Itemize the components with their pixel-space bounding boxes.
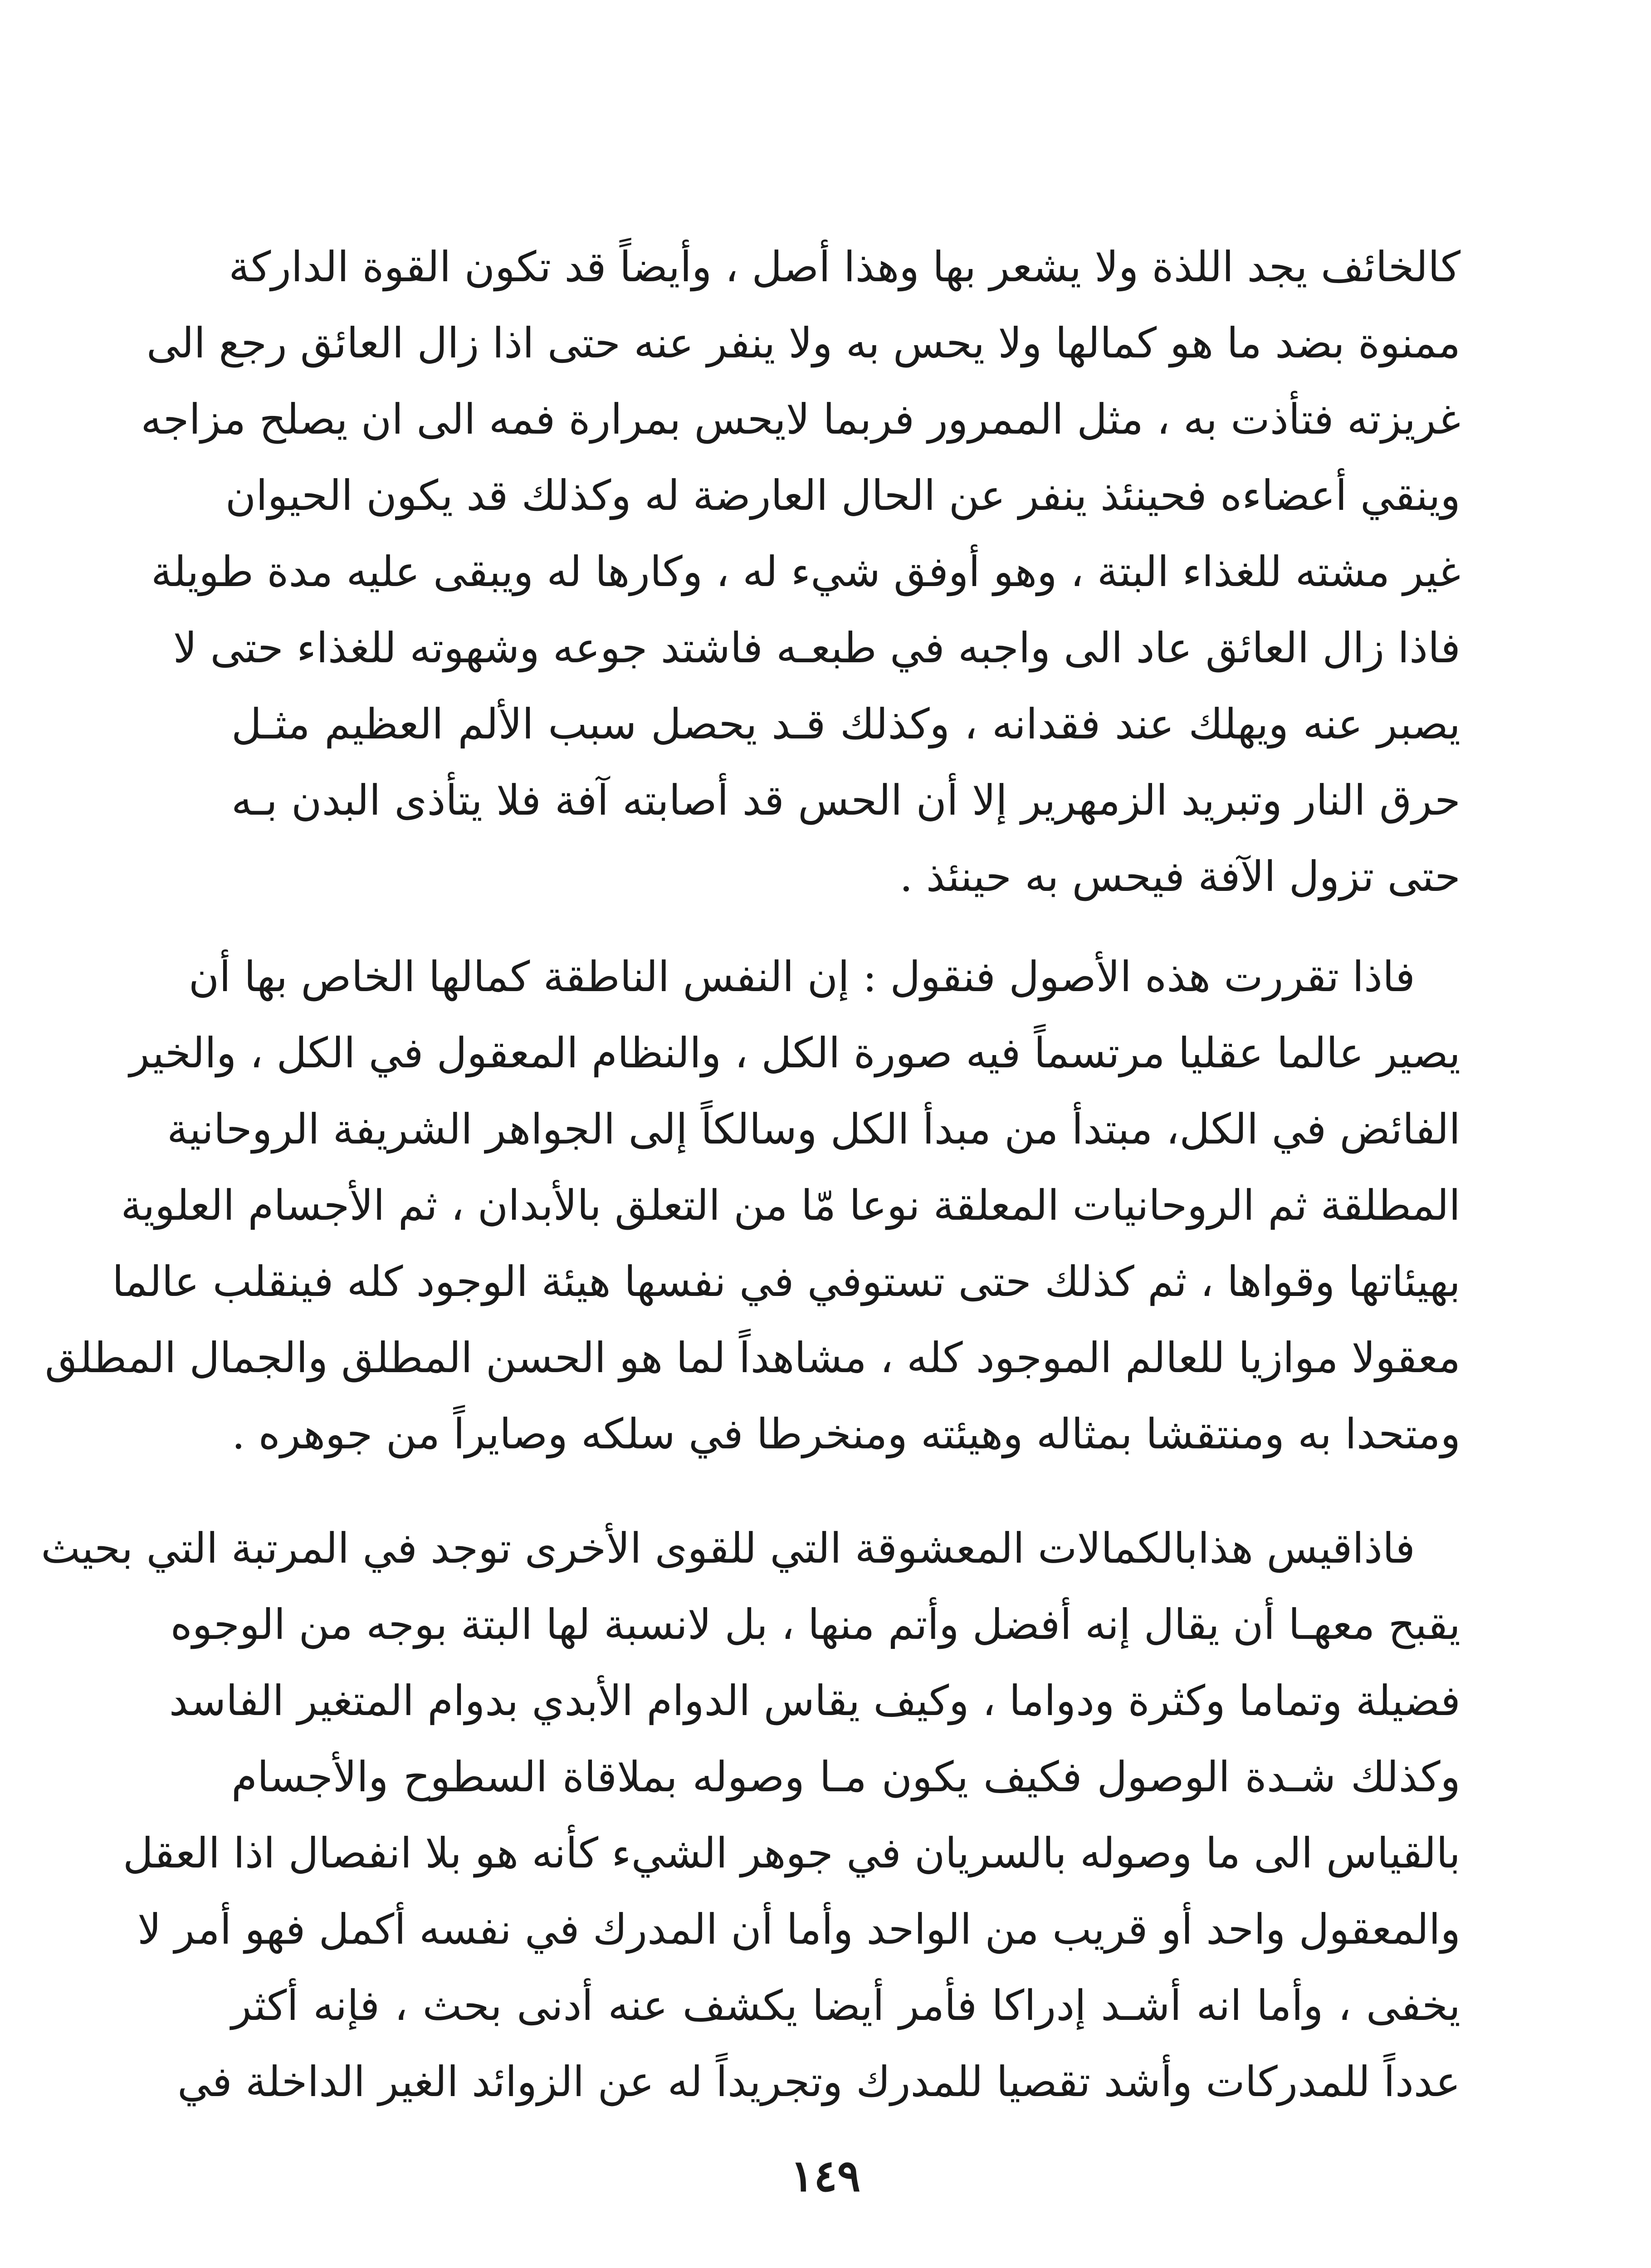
text-line: غريزته فتأذت به ، مثل الممرور فربما لايحس بمرارة فمه الى ان يصلح مزاجه [141,395,1460,444]
text-line: بالقياس الى ما وصوله بالسريان في جوهر الشيء كأنه هو بلا انفصال اذا العقل [122,1829,1460,1877]
text-line: ومتحدا به ومنتقشا بمثاله وهيئته ومنخرطا في سلكه وصايراً من جوهره . [232,1410,1460,1458]
text-line: غير مشته للغذاء البتة ، وهو أوفق شيء له ، وكارها له ويبقى عليه مدة طويلة [151,547,1460,596]
text-line: يقبح معهـا أن يقال إنه أفضل وأتم منها ، بل لانسبة لها البتة بوجه من الوجوه [170,1600,1460,1649]
text-line: بهيئاتها وقواها ، ثم كذلك حتى تستوفي في نفسها هيئة الوجود كله فينقلب عالما [112,1257,1460,1306]
text-line: عدداً للمدركات وأشد تقصيا للمدرك وتجريداً له عن الزوائد الغير الداخلة في [177,2058,1460,2106]
text-line: وكذلك شـدة الوصول فكيف يكون مـا وصوله بملاقاة السطوح والأجسام [231,1753,1460,1801]
text-line: فاذا تقررت هذه الأصول فنقول : إن النفس الناطقة كمالها الخاص بها أن [188,953,1415,1001]
paragraph-3 [41,1510,1460,2120]
text-line: حتى تزول الآفة فيحس به حينئذ . [899,852,1460,901]
text-line: معقولا موازيا للعالم الموجود كله ، مشاهداً لما هو الحسن المطلق والجمال المطلق [44,1334,1460,1382]
text-line: وينقي أعضاءه فحينئذ ينفر عن الحال العارضة له وكذلك قد يكون الحيوان [225,471,1460,520]
text-line: الفائض في الكل، مبتدأ من مبدأ الكل وسالكاً إلى الجواهر الشريفة الروحانية [167,1105,1460,1154]
text-line: فاذاقيس هذابالكمالات المعشوقة التي للقوى الأخرى توجد في المرتبة التي بحيث [41,1524,1415,1573]
paragraph-1 [141,229,1460,915]
text-line: كالخائف يجد اللذة ولا يشعر بها وهذا أصل ، وأيضاً قد تكون القوة الدارکة [229,243,1460,291]
text-line: فضيلة وتماما وكثرة ودواما ، وكيف يقاس الدوام الأبدي بدوام المتغير الفاسد [169,1677,1460,1725]
text-line: فاذا زال العائق عاد الى واجبه في طبعـه فاشتد جوعه وشهوته للغذاء حتى لا [173,624,1460,672]
text-line: يصبر عنه ويهلك عند فقدانه ، وكذلك قـد يحصل سبب الألم العظيم مثـل [231,700,1460,748]
text-line: حرق النار وتبريد الزمهرير إلا أن الحس قد أصابته آفة فلا يتأذى البدن بـه [231,776,1460,825]
text-line: والمعقول واحد أو قريب من الواحد وأما أن المدرك في نفسه أكمل فهو أمر لا [137,1905,1460,1954]
page-number: ١٤٩ [790,2150,861,2201]
paragraph-2 [44,939,1460,1472]
text-line: ممنوة بضد ما هو كمالها ولا يحس به ولا ينفر عنه حتى اذا زال العائق رجع الى [146,319,1460,367]
text-line: يصير عالما عقليا مرتسماً فيه صورة الكل ، والنظام المعقول في الكل ، والخير [129,1029,1460,1077]
text-line: يخفى ، وأما انه أشـد إدراكا فأمر أيضا يكشف عنه أدنى بحث ، فإنه أكثر [231,1981,1460,2030]
text-line: المطلقة ثم الروحانيات المعلقة نوعا مّا من التعلق بالأبدان ، ثم الأجسام العلوية [121,1181,1460,1230]
